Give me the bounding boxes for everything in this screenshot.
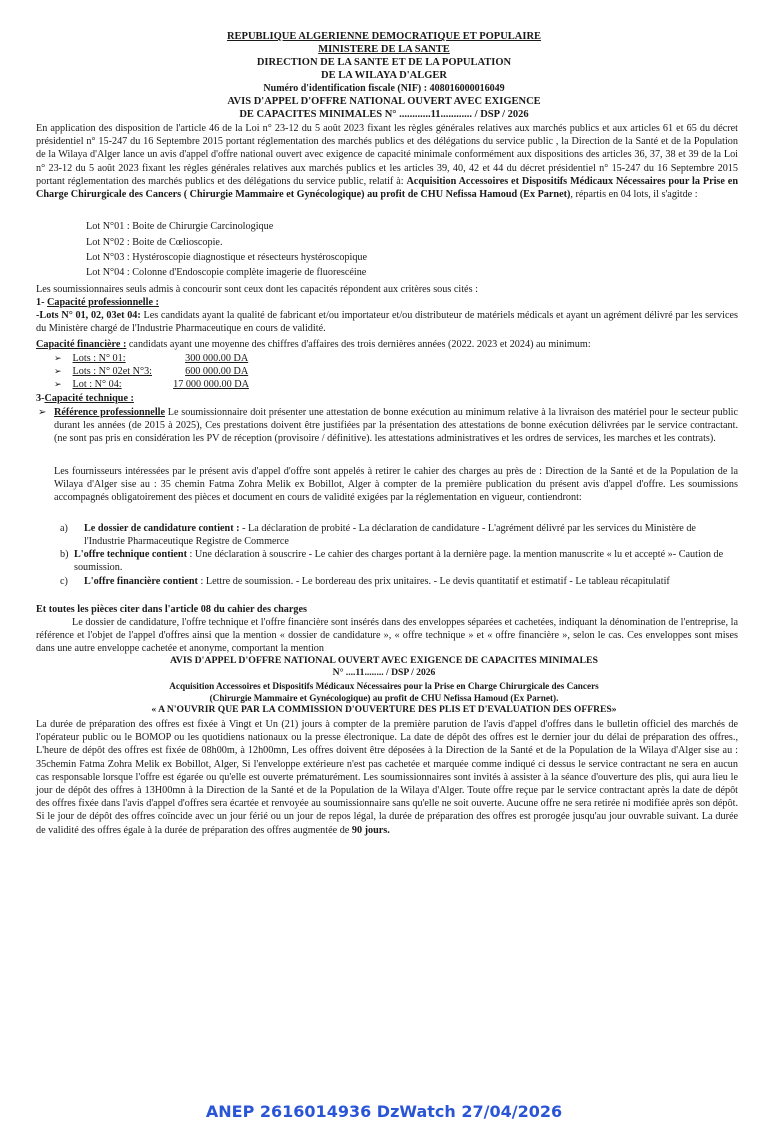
section-number: 3- [36, 393, 45, 404]
notice-title: AVIS D'APPEL D'OFFRE NATIONAL OUVERT AVEC EXIGENCE [227, 96, 541, 107]
notice-number: DE CAPACITES MINIMALES N° ............11............ / DSP / 2026 [239, 109, 529, 120]
arrow-bullet-icon: ➢ [54, 353, 62, 363]
envelope-heading-warning: « A N'OUVRIR QUE PAR LA COMMISSION D'OUVERTURE DES PLIS ET D'EVALUATION DES OFFRES» [151, 704, 617, 715]
financial-amount: 600 000.00 DA [185, 366, 249, 377]
financial-title: Capacité financière : [36, 339, 127, 350]
professional-paragraph [36, 309, 738, 335]
item-letter: a) [60, 523, 68, 534]
arrow-bullet-icon: ➢ [38, 407, 47, 418]
financial-item [84, 575, 738, 588]
eligibility-text: Les soumissionnaires seuls admis à concourir sont ceux dont les capacités répondent aux critères sous cités : [36, 284, 478, 295]
duration-text: La durée de préparation des offres est fixée à Vingt et Un (21) jours à compter de la première parution de l'avis d'appel d'offres dans le bulletin officiel des marchés de l'opérateur public ou le BOMOP ou les quotidiens nationaux ou la presse électronique. La date de dépôt des offres est le dernier jour du délai de préparation des offres., L'heure de dépôt des offres est fixée de 08h00m, à 12h00mn, Les offres doivent être déposées à la Direction de la Santé et de la Population de la Wilaya d'Alger sise au : 35chemin Fatma Zohra Melik ex Bobillot, Alger, Si l'enveloppe extérieure n'est pas cachetée et marquée comme indiqué ci dessus le service contractant ne sera en aucun cas responsable lorsque l'offre est égarée ou qu'elle est ouverte prématurément. Les soumissionnaires sont invités à assister à la séance d'ouverture des plis, qui aura lieu le jour de dépôt des offres à 13H00mn à la Direction de la Santé et de la Population de la Wilaya d'Alger. Toute offre reçue par le service contractant après la date de dépôt des offres fixée dans l'avis d'appel d'offres sera écartée et renvoyée au soumissionnaire sans qu'elle ne soit ouverte. Aucune offre ne sera retirée ni modifiée après son dépôt. Si le jour de dépôt des offres coïncide avec un jour férié ou un jour de repos légal, la durée de préparation des offres est prorogée jusqu'au jour ouvrable suivant. La durée de validité des offres égale à la durée de préparation des offres augmentée de [36, 719, 738, 836]
intro-text: En application des disposition de l'article 46 de la Loi n° 23-12 du 5 août 2023 fixant les règles générales relatives aux marchés publics et aux articles 61 et 65 du décret présidentiel n° 15-247 du 16 Septembre 2015 portant réglementation des marchés publics et des délégations du service public , la Direction de la Santé et de la Population de la Wilaya d'Alger lance un avis d'appel d'offre national ouvert avec exigence de capacité minimale conformément aux dispositions des articles 36, 37, 38 et 39 de la Loi n° 23-12 du 5 août 2023 fixant les règles générales relatives aux marchés publics et les articles 39, 40, 42 et 44 du décret présidentiel n° 15-247 du 16 Septembre 2015 portant réglementation des marchés publics et des délégations du service public, relatif à: [36, 123, 738, 187]
reference-paragraph [54, 406, 738, 446]
financial-lot: Lots : N° 01: [72, 353, 126, 364]
financial-row [54, 352, 248, 365]
financial-row [54, 365, 248, 378]
publication-footer: ANEP 2616014936 DzWatch 27/04/2026 [205, 1102, 563, 1121]
republic-heading: REPUBLIQUE ALGERIENNE DEMOCRATIQUE ET POPULAIRE [226, 31, 542, 42]
financial-text: candidats ayant une moyenne des chiffres d'affaires des trois dernières années (2022. 2023 et 2024) au minimum: [126, 339, 591, 350]
envelope-heading-number: N° ....11........ / DSP / 2026 [332, 667, 436, 678]
lots-label: -Lots N° 01, 02, 03et 04: [36, 310, 141, 321]
item-letter: b) [60, 549, 69, 560]
envelope-heading-title: AVIS D'APPEL D'OFFRE NATIONAL OUVERT AVEC EXIGENCE DE CAPACITES MINIMALES [170, 655, 598, 666]
envelope-heading-object-2: (Chirurgie Mammaire et Gynécologique) au profit de CHU Nefissa Hamoud (Ex Parnet). [209, 693, 559, 703]
item-title: L'offre technique contient [74, 549, 187, 560]
financial-row [54, 378, 249, 391]
duration-paragraph [36, 718, 738, 837]
nif-line: Numéro d'identification fiscale (NIF) : 408016000016049 [263, 83, 505, 94]
financial-lot: Lots : N° 02et N°3: [72, 366, 153, 377]
item-text: : Lettre de soumission. - Le bordereau des prix unitaires. - Le devis quantitatif et estimatif - Le tableau récapitulatif [197, 576, 670, 587]
item-title: L'offre financière contient [84, 576, 198, 587]
section-number: 1- [36, 297, 45, 308]
validity-days: 90 jours. [351, 824, 390, 836]
wilaya-heading: DE LA WILAYA D'ALGER [321, 70, 447, 81]
item-letter: c) [60, 576, 68, 587]
envelope-heading-object: Acquisition Accessoires et Dispositifs Médicaux Nécessaires pour la Prise en Charge Chirurgicale des Cancers [169, 681, 599, 691]
intro-paragraph [36, 122, 738, 201]
reference-title: Référence professionnelle [54, 407, 166, 418]
arrow-bullet-icon: ➢ [54, 379, 62, 389]
reference-text: Le soumissionnaire doit présenter une attestation de bonne exécution au minimum relative à la livraison des matériel pour le secteur public durant les années (de 2015 à 2025), Ces prestations doivent être justifiées par la présentation des attestations de bonne exécution délivrées par le service contractant. (ne sont pas pris en considération les PV de réception (provisoire / définitive). les attestations administratives et les ordres de services, les marches et les contrats). [54, 407, 738, 445]
envelopes-paragraph: Le dossier de candidature, l'offre technique et l'offre financière sont insérés dans des enveloppes séparées et cachetées, indiquant la dénomination de l'entreprise, la référence et l'objet de l'appel d'offres ainsi que la mention « dossier de candidature », « offre technique » et « offre financière », selon le cas. Ces enveloppes sont mises dans une autre enveloppe cachetée et anonyme, comportant la mention [36, 617, 738, 655]
candidature-item [84, 522, 738, 548]
direction-heading: DIRECTION DE LA SANTE ET DE LA POPULATION [256, 57, 512, 68]
item-text: - La déclaration de probité - La déclaration de candidature - L'agrément délivré par les services du Ministère de l'Industrie Pharmaceutique Registre de Commerce [84, 523, 696, 548]
section-title: Capacité technique : [44, 393, 134, 404]
lot-item: Lot N°02 : Boite de Cœlioscopie. [86, 237, 223, 248]
section-professional-title [36, 296, 159, 309]
financial-amount: 17 000 000.00 DA [173, 379, 249, 390]
financial-lot: Lot : N° 04: [72, 379, 122, 390]
suppliers-paragraph: Les fournisseurs intéressées par le présent avis d'appel d'offre sont appelés à retirer le cahier des charges au près de : Direction de la Santé et de la Population de la Wilaya d'Alger sise au : 35 chemin Fatma Zohra Melik ex Bobillot, Alger à compter de la première publication du présent avis d'appel d'offre. Les soumissions accompagnés obligatoirement des pièces et document en cours de validité exigées par la réglementation en vigueur, contiendront: [54, 466, 738, 504]
section-title: Capacité professionnelle : [47, 297, 159, 308]
ministry-heading: MINISTERE DE LA SANTE [318, 44, 450, 55]
item-title: Le dossier de candidature contient : [84, 523, 240, 534]
lot-item: Lot N°04 : Colonne d'Endoscopie complète imagerie de fluorescéine [86, 267, 367, 278]
intro-text-end: , répartis en 04 lots, il s'agitde : [570, 189, 698, 201]
section-technical-title [36, 392, 134, 405]
intro-object: Acquisition Accessoires et Dispositifs Médicaux Nécessaires pour la Prise en Charge Chirurgicale des Cancers ( Chirurgie Mammaire et Gynécologique) au profit de CHU Nefissa Hamoud (Ex Parnet) [36, 175, 738, 201]
financial-paragraph [36, 338, 738, 351]
lot-item: Lot N°03 : Hystéroscopie diagnostique et résecteurs hystéroscopique [86, 252, 368, 263]
technical-item [74, 548, 738, 574]
lot-item: Lot N°01 : Boite de Chirurgie Carcinologique [86, 221, 274, 232]
professional-text: Les candidats ayant la qualité de fabricant et/ou importateur et/ou distributeur de matériels médicals et ayant un agrément délivré par les services du Ministère chargé de l'Industrie Pharmaceutique en cours de validité. [36, 310, 738, 335]
item-text: : Une déclaration à souscrire - Le cahier des charges portant à la dernière page. la mention manuscrite « lu et accepté »- Caution de soumission. [74, 549, 724, 574]
article08-line: Et toutes les pièces citer dans l'article 08 du cahier des charges [36, 604, 307, 615]
financial-amount: 300 000.00 DA [185, 353, 249, 364]
arrow-bullet-icon: ➢ [54, 366, 62, 376]
